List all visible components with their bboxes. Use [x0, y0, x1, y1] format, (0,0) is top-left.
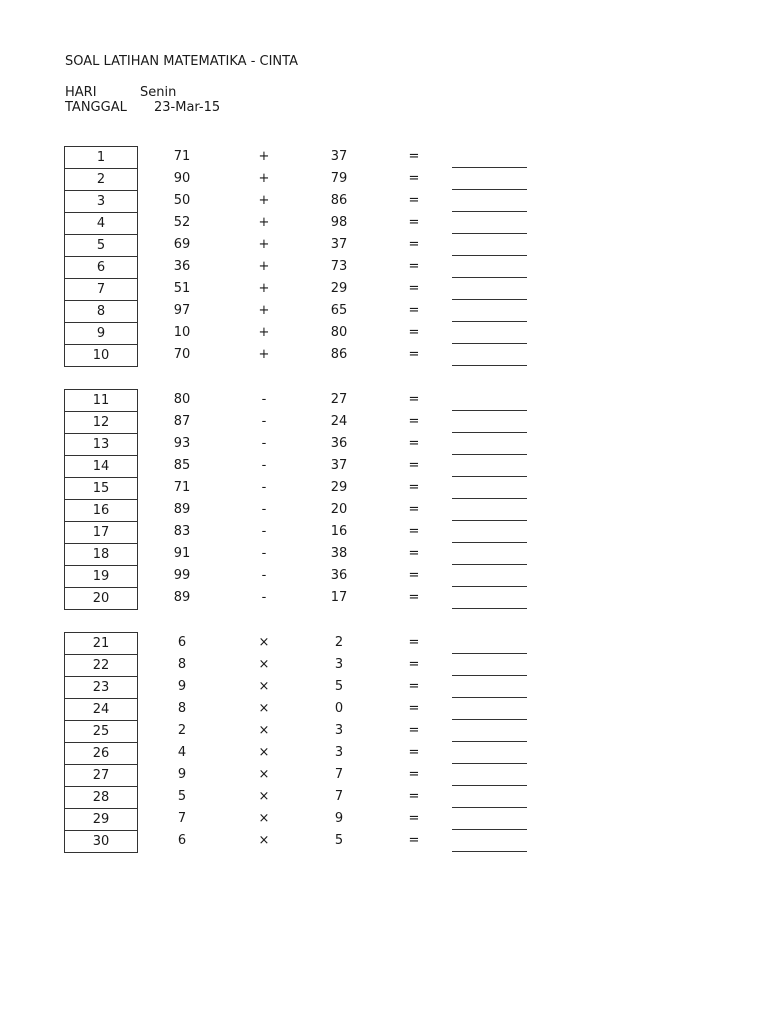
problem-number: 6 — [64, 256, 138, 278]
problem-number: 2 — [64, 168, 138, 190]
operator-symbol: × — [258, 789, 270, 804]
problem-number: 30 — [64, 830, 138, 853]
operand-a: 5 — [177, 789, 187, 804]
problem-number: 27 — [64, 764, 138, 786]
equals-sign: = — [408, 789, 420, 804]
operand-a: 9 — [177, 767, 187, 782]
problem-number: 5 — [64, 234, 138, 256]
operand-a: 10 — [173, 325, 191, 340]
answer-blank[interactable] — [452, 454, 527, 455]
operand-a: 6 — [177, 833, 187, 848]
operator-symbol: × — [258, 701, 270, 716]
answer-blank[interactable] — [452, 807, 527, 808]
answer-blank[interactable] — [452, 277, 527, 278]
operand-b: 37 — [330, 458, 348, 473]
operand-a: 51 — [173, 281, 191, 296]
equals-sign: = — [408, 436, 420, 451]
operator-symbol: × — [258, 745, 270, 760]
operand-a: 8 — [177, 657, 187, 672]
operator-symbol: - — [261, 568, 267, 583]
operand-b: 9 — [334, 811, 344, 826]
equals-sign: = — [408, 281, 420, 296]
operand-b: 65 — [330, 303, 348, 318]
operator-symbol: × — [258, 635, 270, 650]
date-label: TANGGAL — [65, 100, 127, 115]
day-value: Senin — [140, 85, 177, 100]
answer-blank[interactable] — [452, 608, 527, 609]
operand-a: 97 — [173, 303, 191, 318]
operator-symbol: - — [261, 458, 267, 473]
equals-sign: = — [408, 568, 420, 583]
operator-symbol: × — [258, 833, 270, 848]
operand-b: 36 — [330, 436, 348, 451]
problem-number: 29 — [64, 808, 138, 830]
problem-number: 15 — [64, 477, 138, 499]
operator-symbol: - — [261, 524, 267, 539]
operand-a: 89 — [173, 502, 191, 517]
operand-b: 7 — [334, 789, 344, 804]
answer-blank[interactable] — [452, 564, 527, 565]
operand-a: 7 — [177, 811, 187, 826]
operator-symbol: + — [258, 215, 270, 230]
operator-symbol: - — [261, 480, 267, 495]
problem-number: 23 — [64, 676, 138, 698]
problem-number: 25 — [64, 720, 138, 742]
operator-symbol: + — [258, 347, 270, 362]
operand-b: 98 — [330, 215, 348, 230]
equals-sign: = — [408, 524, 420, 539]
answer-blank[interactable] — [452, 233, 527, 234]
operator-symbol: × — [258, 657, 270, 672]
operand-a: 2 — [177, 723, 187, 738]
answer-blank[interactable] — [452, 741, 527, 742]
problem-number: 11 — [64, 389, 138, 411]
answer-blank[interactable] — [452, 653, 527, 654]
operator-symbol: + — [258, 171, 270, 186]
equals-sign: = — [408, 701, 420, 716]
problem-number: 19 — [64, 565, 138, 587]
operand-a: 93 — [173, 436, 191, 451]
operand-a: 52 — [173, 215, 191, 230]
equals-sign: = — [408, 458, 420, 473]
operand-a: 69 — [173, 237, 191, 252]
operand-a: 8 — [177, 701, 187, 716]
equals-sign: = — [408, 193, 420, 208]
problem-number: 8 — [64, 300, 138, 322]
equals-sign: = — [408, 745, 420, 760]
answer-blank[interactable] — [452, 299, 527, 300]
operand-b: 2 — [334, 635, 344, 650]
operator-symbol: - — [261, 392, 267, 407]
date-value: 23-Mar-15 — [154, 100, 221, 115]
operand-a: 87 — [173, 414, 191, 429]
operand-a: 89 — [173, 590, 191, 605]
problem-number: 7 — [64, 278, 138, 300]
operand-a: 83 — [173, 524, 191, 539]
operand-b: 0 — [334, 701, 344, 716]
operator-symbol: - — [261, 502, 267, 517]
operand-b: 80 — [330, 325, 348, 340]
operator-symbol: + — [258, 325, 270, 340]
equals-sign: = — [408, 590, 420, 605]
operand-b: 20 — [330, 502, 348, 517]
operand-b: 37 — [330, 149, 348, 164]
answer-blank[interactable] — [452, 410, 527, 411]
equals-sign: = — [408, 657, 420, 672]
operand-b: 37 — [330, 237, 348, 252]
operand-b: 3 — [334, 745, 344, 760]
answer-blank[interactable] — [452, 255, 527, 256]
problem-number: 14 — [64, 455, 138, 477]
equals-sign: = — [408, 237, 420, 252]
operand-b: 29 — [330, 480, 348, 495]
equals-sign: = — [408, 347, 420, 362]
operator-symbol: + — [258, 149, 270, 164]
operand-a: 36 — [173, 259, 191, 274]
answer-blank[interactable] — [452, 189, 527, 190]
equals-sign: = — [408, 303, 420, 318]
problem-number: 17 — [64, 521, 138, 543]
operator-symbol: + — [258, 281, 270, 296]
equals-sign: = — [408, 833, 420, 848]
operand-b: 38 — [330, 546, 348, 561]
problem-number: 21 — [64, 632, 138, 654]
answer-blank[interactable] — [452, 697, 527, 698]
problem-number: 3 — [64, 190, 138, 212]
problem-number: 18 — [64, 543, 138, 565]
operator-symbol: × — [258, 811, 270, 826]
operand-a: 70 — [173, 347, 191, 362]
operator-symbol: - — [261, 590, 267, 605]
equals-sign: = — [408, 811, 420, 826]
problem-number: 28 — [64, 786, 138, 808]
operand-b: 73 — [330, 259, 348, 274]
equals-sign: = — [408, 723, 420, 738]
operator-symbol: + — [258, 259, 270, 274]
operand-b: 3 — [334, 723, 344, 738]
operand-b: 5 — [334, 833, 344, 848]
answer-blank[interactable] — [452, 343, 527, 344]
operand-b: 27 — [330, 392, 348, 407]
problem-number: 1 — [64, 146, 138, 168]
problem-number: 24 — [64, 698, 138, 720]
equals-sign: = — [408, 679, 420, 694]
problem-number: 20 — [64, 587, 138, 610]
equals-sign: = — [408, 259, 420, 274]
operand-b: 86 — [330, 347, 348, 362]
answer-blank[interactable] — [452, 498, 527, 499]
problem-number: 4 — [64, 212, 138, 234]
problem-number: 12 — [64, 411, 138, 433]
problem-number: 13 — [64, 433, 138, 455]
answer-blank[interactable] — [452, 432, 527, 433]
equals-sign: = — [408, 149, 420, 164]
operand-b: 24 — [330, 414, 348, 429]
problem-number: 26 — [64, 742, 138, 764]
answer-blank[interactable] — [452, 321, 527, 322]
answer-blank[interactable] — [452, 365, 527, 366]
problem-number: 16 — [64, 499, 138, 521]
operand-b: 3 — [334, 657, 344, 672]
operand-a: 9 — [177, 679, 187, 694]
problem-number: 10 — [64, 344, 138, 367]
operand-b: 79 — [330, 171, 348, 186]
equals-sign: = — [408, 325, 420, 340]
operator-symbol: - — [261, 546, 267, 561]
equals-sign: = — [408, 392, 420, 407]
operator-symbol: × — [258, 767, 270, 782]
worksheet-title: SOAL LATIHAN MATEMATIKA - CINTA — [65, 54, 298, 69]
operand-a: 50 — [173, 193, 191, 208]
operand-a: 90 — [173, 171, 191, 186]
operand-a: 99 — [173, 568, 191, 583]
answer-blank[interactable] — [452, 851, 527, 852]
problem-number: 22 — [64, 654, 138, 676]
operator-symbol: + — [258, 237, 270, 252]
operand-b: 17 — [330, 590, 348, 605]
operand-a: 85 — [173, 458, 191, 473]
answer-blank[interactable] — [452, 785, 527, 786]
answer-blank[interactable] — [452, 476, 527, 477]
answer-blank[interactable] — [452, 719, 527, 720]
answer-blank[interactable] — [452, 586, 527, 587]
answer-blank[interactable] — [452, 211, 527, 212]
operator-symbol: - — [261, 414, 267, 429]
equals-sign: = — [408, 767, 420, 782]
day-label: HARI — [65, 85, 97, 100]
operand-b: 86 — [330, 193, 348, 208]
operand-a: 91 — [173, 546, 191, 561]
problem-number: 9 — [64, 322, 138, 344]
operand-a: 71 — [173, 480, 191, 495]
operator-symbol: × — [258, 723, 270, 738]
operand-b: 16 — [330, 524, 348, 539]
operator-symbol: + — [258, 193, 270, 208]
operand-b: 5 — [334, 679, 344, 694]
equals-sign: = — [408, 635, 420, 650]
equals-sign: = — [408, 546, 420, 561]
operator-symbol: - — [261, 436, 267, 451]
answer-blank[interactable] — [452, 829, 527, 830]
operand-a: 6 — [177, 635, 187, 650]
answer-blank[interactable] — [452, 167, 527, 168]
answer-blank[interactable] — [452, 542, 527, 543]
equals-sign: = — [408, 171, 420, 186]
operand-b: 36 — [330, 568, 348, 583]
operand-a: 80 — [173, 392, 191, 407]
operand-a: 71 — [173, 149, 191, 164]
equals-sign: = — [408, 414, 420, 429]
equals-sign: = — [408, 215, 420, 230]
operand-b: 7 — [334, 767, 344, 782]
answer-blank[interactable] — [452, 763, 527, 764]
operand-b: 29 — [330, 281, 348, 296]
equals-sign: = — [408, 502, 420, 517]
operator-symbol: + — [258, 303, 270, 318]
operand-a: 4 — [177, 745, 187, 760]
operator-symbol: × — [258, 679, 270, 694]
answer-blank[interactable] — [452, 675, 527, 676]
equals-sign: = — [408, 480, 420, 495]
answer-blank[interactable] — [452, 520, 527, 521]
